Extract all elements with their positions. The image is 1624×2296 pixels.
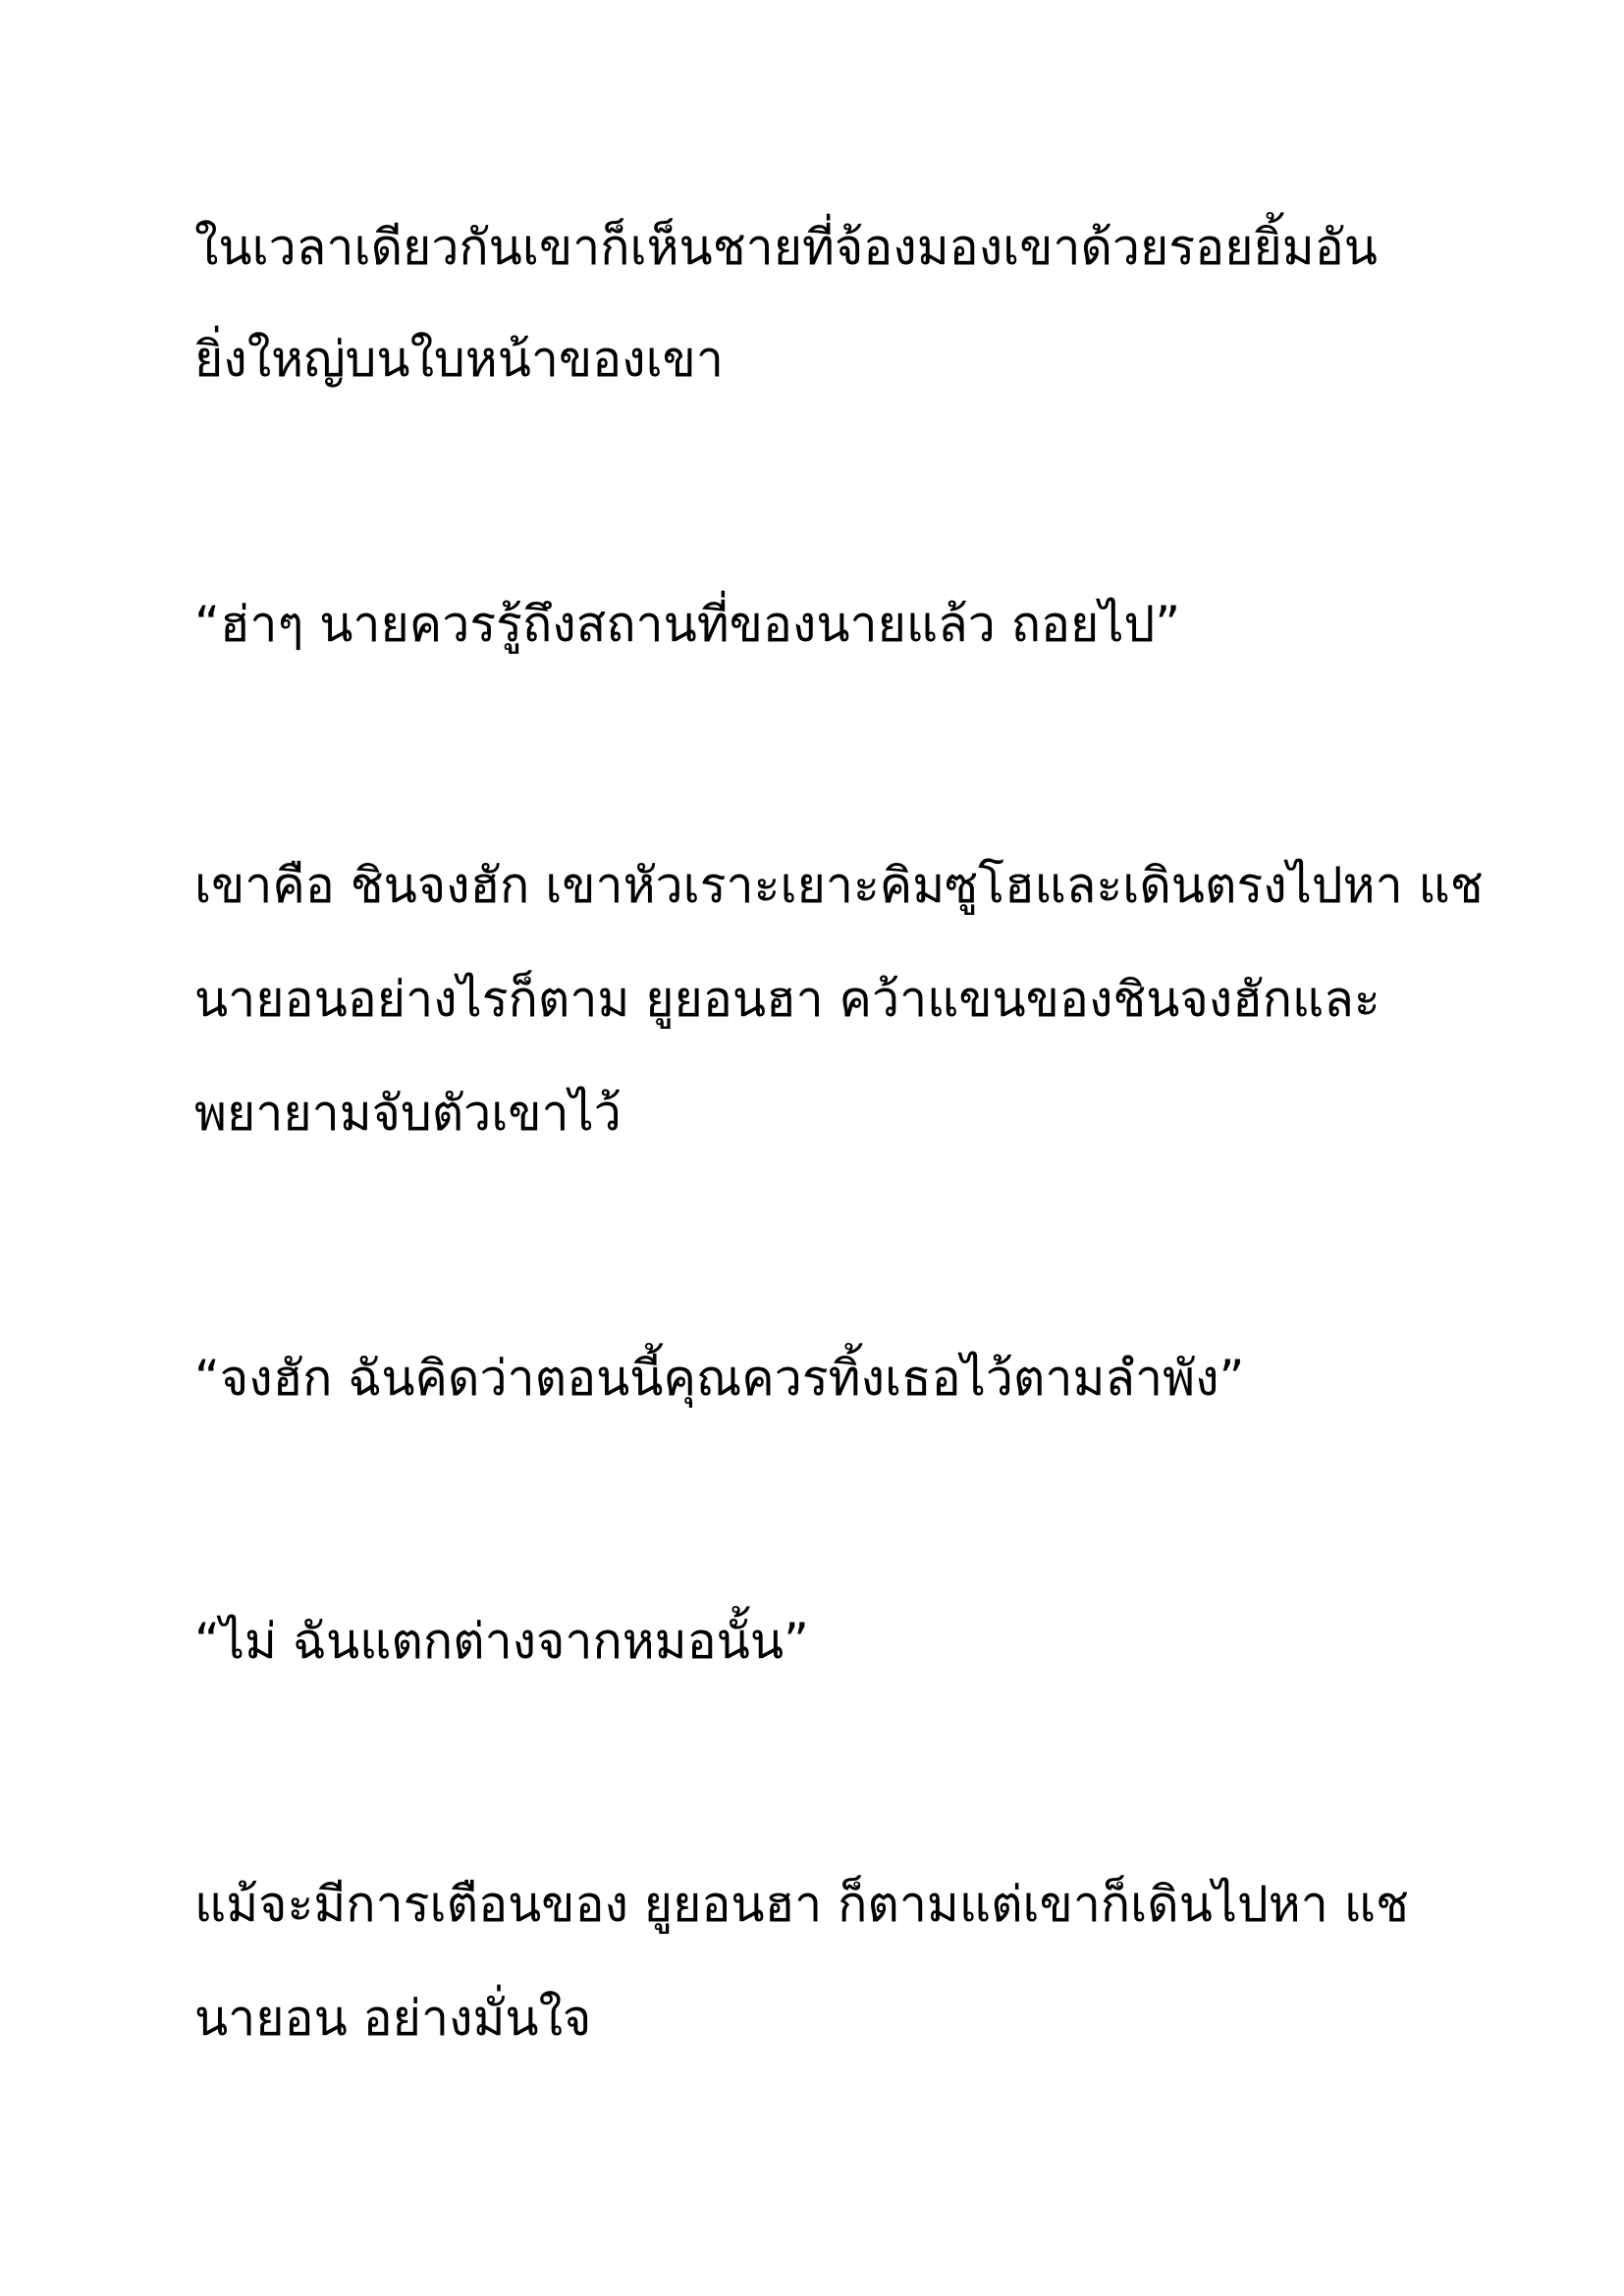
paragraph-2-line-1: เขาคือ ชินจงฮัก เขาหัวเราะเยาะคิมซูโฮและเดินตรงไปหา แช — [194, 857, 1484, 914]
paragraph-2-line-2: นายอนอย่างไรก็ตาม ยูยอนฮา คว้าแขนของชินจงฮักและ — [194, 971, 1380, 1028]
paragraph-2-line-3: พยายามจับตัวเขาไว้ — [194, 1085, 622, 1142]
dialogue-2: “จงฮัก ฉันคิดว่าตอนนี้คุณควรทิ้งเธอไว้ตามลำพัง” — [194, 1350, 1245, 1407]
dialogue-1: “ฮ่าๆ นายควรรู้ถึงสถานที่ของนายแล้ว ถอยไป” — [194, 596, 1181, 653]
dialogue-3: “ไม่ ฉันแตกต่างจากหมอนั้น” — [194, 1613, 809, 1670]
paragraph-1-line-2: ยิ่งใหญ่บนใบหน้าของเขา — [194, 331, 724, 388]
paragraph-1-line-1: ในเวลาเดียวกันเขาก็เห็นชายที่จ้องมองเขาด้วยรอยยิ้มอัน — [194, 219, 1378, 276]
paragraph-3-line-1: แม้จะมีการเตือนของ ยูยอนฮา ก็ตามแต่เขาก็เดินไปหา แช — [194, 1876, 1409, 1933]
paragraph-3-line-2: นายอน อย่างมั่นใจ — [194, 1990, 592, 2047]
